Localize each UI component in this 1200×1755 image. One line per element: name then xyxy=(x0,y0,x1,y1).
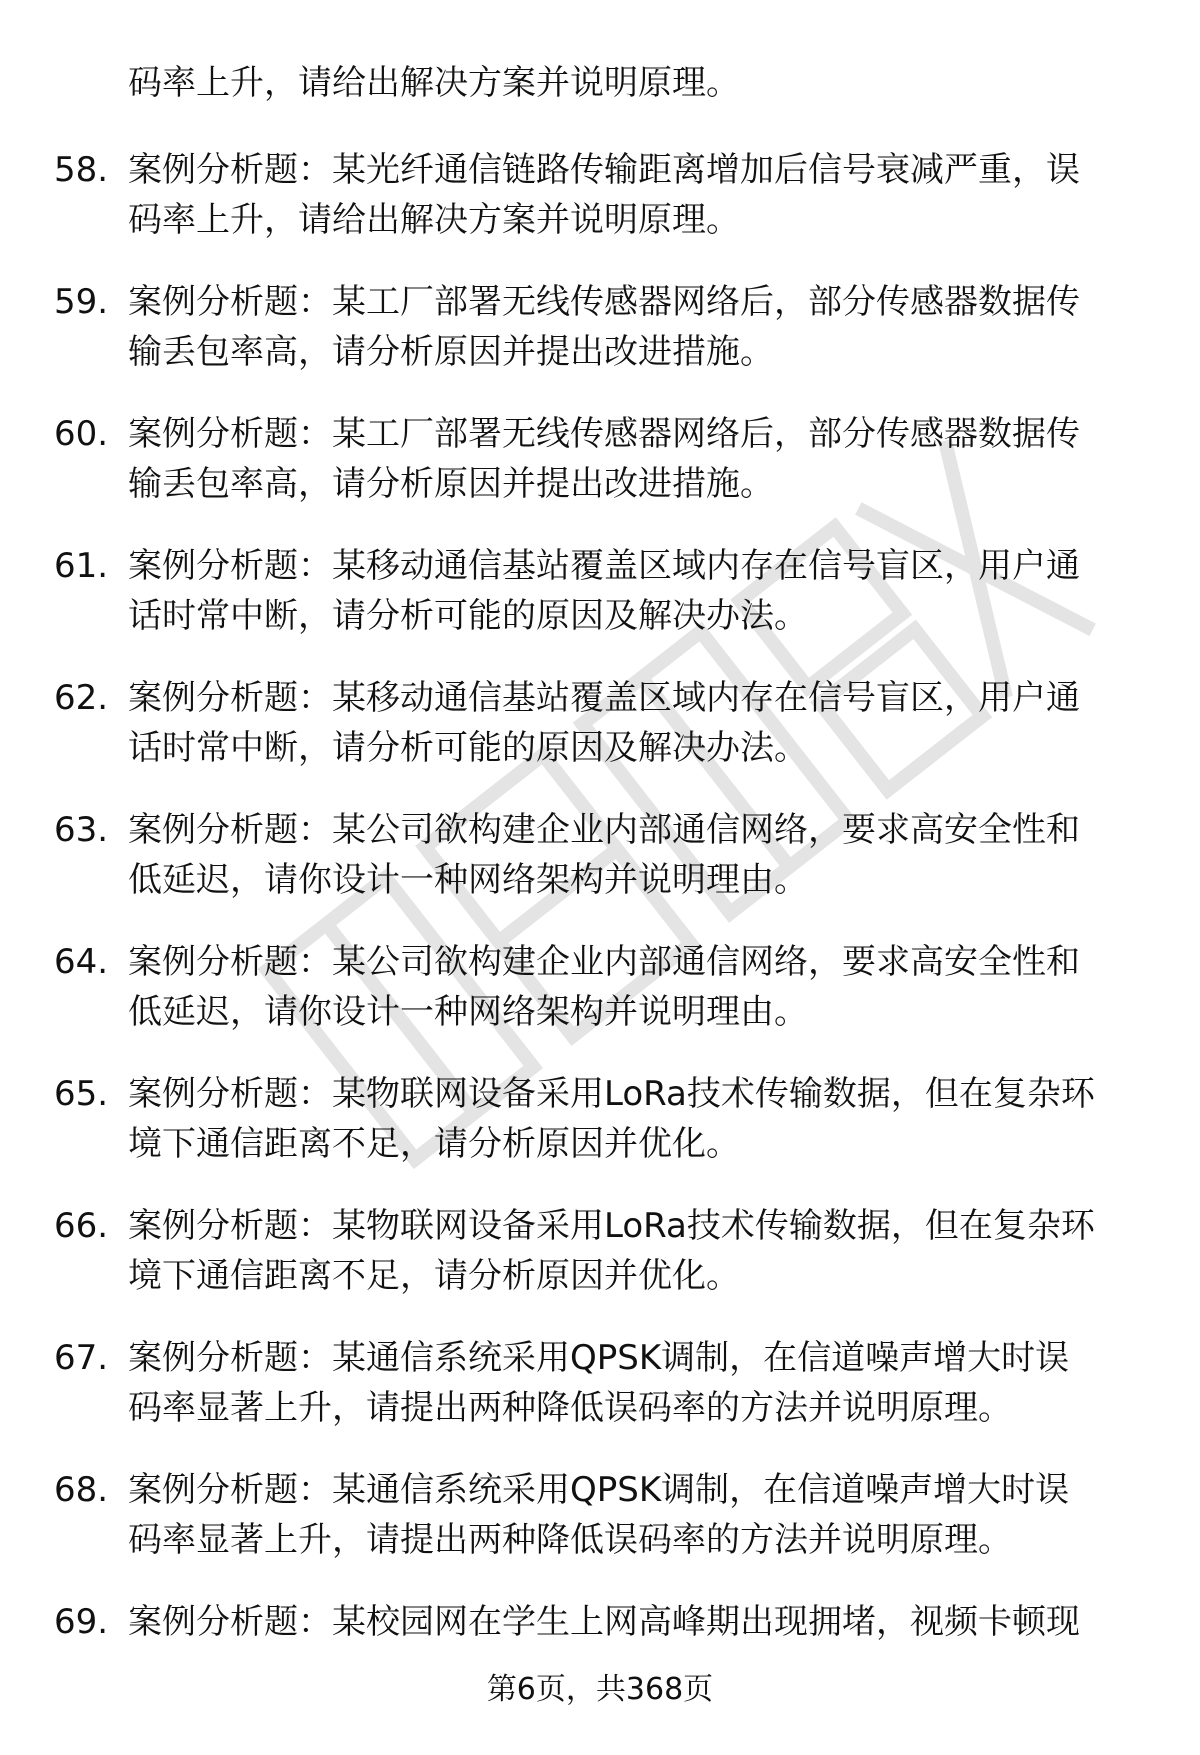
question-line: 境下通信距离不足，请分析原因并优化。 xyxy=(128,1124,740,1164)
question-line: 话时常中断，请分析可能的原因及解决办法。 xyxy=(128,728,808,768)
question-line: 码率显著上升，请提出两种降低误码率的方法并说明原理。 xyxy=(128,1388,1012,1428)
question-text xyxy=(128,277,1146,377)
question-text xyxy=(128,1597,1146,1647)
question-line: 码率上升，请给出解决方案并说明原理。 xyxy=(128,200,740,240)
question-item xyxy=(0,673,1200,805)
question-number: 66. xyxy=(54,1206,109,1246)
question-number: 69. xyxy=(54,1602,109,1642)
question-line: 案例分析题：某光纤通信链路传输距离增加后信号衰减严重，误 xyxy=(128,150,1080,190)
question-item xyxy=(0,1201,1200,1333)
question-line: 案例分析题：某工厂部署无线传感器网络后，部分传感器数据传 xyxy=(128,414,1080,454)
question-item xyxy=(0,409,1200,541)
question-item xyxy=(0,1069,1200,1201)
question-line: 案例分析题：某公司欲构建企业内部通信网络，要求高安全性和 xyxy=(128,810,1080,850)
question-text xyxy=(128,805,1146,905)
question-text xyxy=(128,541,1146,641)
question-line: 案例分析题：某校园网在学生上网高峰期出现拥堵，视频卡顿现 xyxy=(128,1602,1080,1642)
continuation-text: 码率上升，请给出解决方案并说明原理。 xyxy=(128,63,740,103)
question-number: 68. xyxy=(54,1470,109,1510)
question-line: 案例分析题：某通信系统采用QPSK调制，在信道噪声增大时误 xyxy=(128,1338,1070,1378)
question-line: 低延迟，请你设计一种网络架构并说明理由。 xyxy=(128,860,808,900)
question-item xyxy=(0,145,1200,277)
question-item xyxy=(0,937,1200,1069)
question-line: 案例分析题：某通信系统采用QPSK调制，在信道噪声增大时误 xyxy=(128,1470,1070,1510)
question-line: 码率显著上升，请提出两种降低误码率的方法并说明原理。 xyxy=(128,1520,1012,1560)
question-number: 63. xyxy=(54,810,109,850)
question-item xyxy=(0,805,1200,937)
question-line: 案例分析题：某工厂部署无线传感器网络后，部分传感器数据传 xyxy=(128,282,1080,322)
question-number: 58. xyxy=(54,150,109,190)
question-line: 话时常中断，请分析可能的原因及解决办法。 xyxy=(128,596,808,636)
question-number: 60. xyxy=(54,414,109,454)
question-line: 案例分析题：某物联网设备采用LoRa技术传输数据，但在复杂环 xyxy=(128,1206,1095,1246)
question-line: 低延迟，请你设计一种网络架构并说明理由。 xyxy=(128,992,808,1032)
question-text xyxy=(128,1465,1146,1565)
question-text xyxy=(128,1333,1146,1433)
question-line: 境下通信距离不足，请分析原因并优化。 xyxy=(128,1256,740,1296)
question-number: 59. xyxy=(54,282,109,322)
question-text xyxy=(128,145,1146,245)
question-line: 案例分析题：某移动通信基站覆盖区域内存在信号盲区，用户通 xyxy=(128,546,1080,586)
question-line: 案例分析题：某物联网设备采用LoRa技术传输数据，但在复杂环 xyxy=(128,1074,1095,1114)
page-footer: 第6页，共368页 xyxy=(486,1672,714,1707)
question-list xyxy=(0,145,1200,1729)
question-text xyxy=(128,1201,1146,1301)
question-line: 案例分析题：某公司欲构建企业内部通信网络，要求高安全性和 xyxy=(128,942,1080,982)
question-text xyxy=(128,937,1146,1037)
question-item xyxy=(0,1465,1200,1597)
question-text xyxy=(128,1069,1146,1169)
question-number: 62. xyxy=(54,678,109,718)
question-line: 输丢包率高，请分析原因并提出改进措施。 xyxy=(128,332,774,372)
question-text xyxy=(128,673,1146,773)
question-number: 61. xyxy=(54,546,109,586)
question-number: 67. xyxy=(54,1338,109,1378)
question-line: 案例分析题：某移动通信基站覆盖区域内存在信号盲区，用户通 xyxy=(128,678,1080,718)
question-line: 输丢包率高，请分析原因并提出改进措施。 xyxy=(128,464,774,504)
question-number: 64. xyxy=(54,942,109,982)
question-text xyxy=(128,409,1146,509)
question-item xyxy=(0,277,1200,409)
question-number: 65. xyxy=(54,1074,109,1114)
question-item xyxy=(0,541,1200,673)
question-item xyxy=(0,1333,1200,1465)
